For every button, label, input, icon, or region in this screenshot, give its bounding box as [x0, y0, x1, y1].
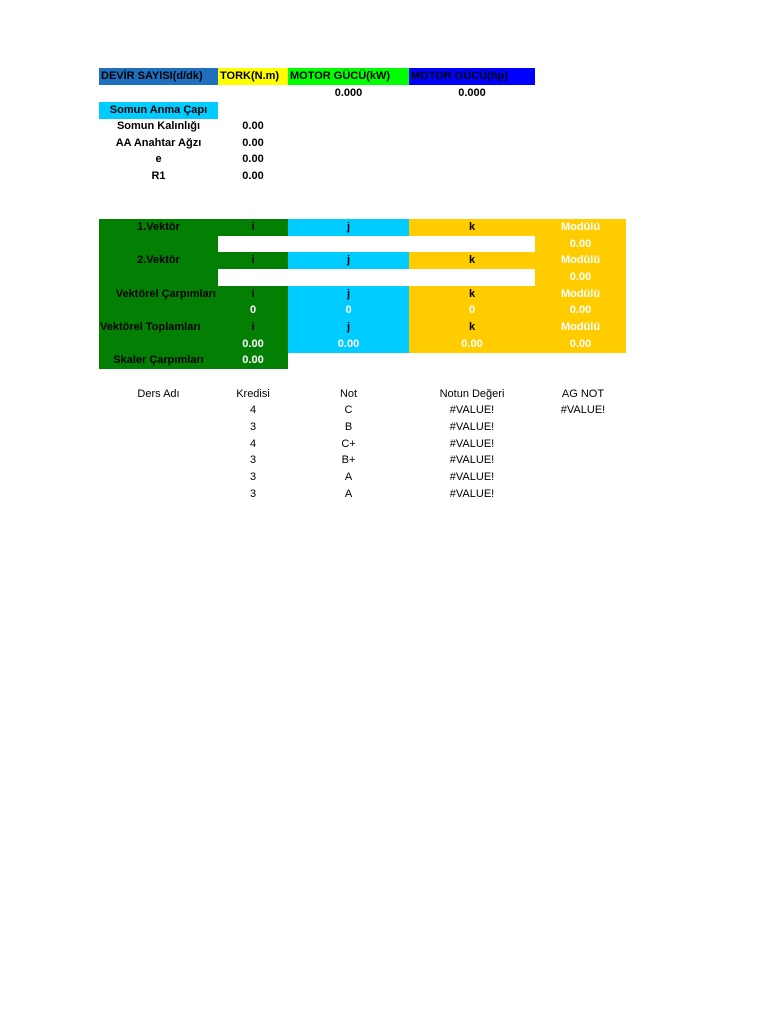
toplam-values-spacer: [99, 336, 218, 353]
grade-row-not[interactable]: A: [344, 471, 353, 483]
devir-sayisi-header[interactable]: DEVİR SAYISI(d/dk): [99, 68, 218, 85]
ag-not-header: AG NOT: [561, 388, 605, 400]
vektor2-i-header: i: [218, 252, 288, 269]
ders-adi-header: Ders Adı: [137, 388, 180, 400]
motor-gucu-kw-header[interactable]: MOTOR GÜCÜ(kW): [288, 68, 409, 85]
vektor2-i-input[interactable]: [218, 269, 288, 286]
vektor2-input-spacer: [99, 269, 218, 286]
grade-row-deger[interactable]: #VALUE!: [449, 488, 495, 500]
vektor2-modul-header: Modülü: [535, 252, 626, 269]
grade-row-deger[interactable]: #VALUE!: [449, 438, 495, 450]
toplam-j-value[interactable]: 0.00: [288, 336, 409, 353]
vektor1-modul-header: Modülü: [535, 219, 626, 236]
vektor1-j-header: j: [288, 219, 409, 236]
vektor2-k-header: k: [409, 252, 535, 269]
grade-row-deger[interactable]: #VALUE!: [449, 454, 495, 466]
grade-row-deger[interactable]: #VALUE!: [449, 421, 495, 433]
grade-row-deger[interactable]: #VALUE!: [449, 471, 495, 483]
somun-kalinligi-value[interactable]: 0.00: [242, 120, 264, 132]
anahtar-agzi-label: AA Anahtar Ağzı: [115, 137, 202, 149]
toplam-modul-header: Modülü: [535, 319, 626, 336]
grade-row-not[interactable]: B+: [341, 454, 356, 466]
carpim-k-header: k: [409, 286, 535, 303]
r1-label: R1: [151, 170, 166, 182]
toplam-i-value[interactable]: 0.00: [218, 336, 288, 353]
vektor1-input-spacer: [99, 236, 218, 253]
vektor1-i-input[interactable]: [218, 236, 288, 253]
toplam-j-header: j: [288, 319, 409, 336]
grade-row-kredi[interactable]: 4: [249, 438, 257, 450]
grade-row-kredi[interactable]: 3: [249, 454, 257, 466]
vektor2-k-input[interactable]: [409, 269, 535, 286]
carpim-j-value[interactable]: 0: [288, 302, 409, 319]
toplam-modul-value[interactable]: 0.00: [535, 336, 626, 353]
skaler-carpim-label: Skaler Çarpımları: [99, 352, 218, 369]
carpim-k-value[interactable]: 0: [409, 302, 535, 319]
grade-row-not[interactable]: C+: [341, 438, 356, 450]
grade-row-kredi[interactable]: 3: [249, 488, 257, 500]
e-label: e: [155, 153, 162, 165]
ag-not-value[interactable]: #VALUE!: [560, 404, 606, 416]
toplam-k-value[interactable]: 0.00: [409, 336, 535, 353]
tork-header[interactable]: TORK(N.m): [218, 68, 288, 85]
anahtar-agzi-value[interactable]: 0.00: [242, 137, 264, 149]
vektor2-j-input[interactable]: [288, 269, 409, 286]
vektor1-k-input[interactable]: [409, 236, 535, 253]
vektor2-modul-value[interactable]: 0.00: [535, 269, 626, 286]
somun-kalinligi-label: Somun Kalınlığı: [116, 120, 201, 132]
notun-degeri-header: Notun Değeri: [439, 388, 505, 400]
carpim-modul-value[interactable]: 0.00: [535, 302, 626, 319]
not-header: Not: [339, 388, 358, 400]
carpim-modul-header: Modülü: [535, 286, 626, 303]
carpim-i-header: i: [218, 286, 288, 303]
vektorel-toplam-label: Vektörel Toplamları: [99, 319, 218, 336]
carpim-j-header: j: [288, 286, 409, 303]
somun-anma-capi-header[interactable]: Somun Anma Çapı: [99, 102, 218, 119]
motor-gucu-kw-value[interactable]: 0.000: [334, 87, 363, 99]
vektor1-label: 1.Vektör: [99, 219, 218, 236]
grade-row-not[interactable]: C: [344, 404, 353, 416]
grade-row-kredi[interactable]: 3: [249, 421, 257, 433]
grade-row-deger[interactable]: #VALUE!: [449, 404, 495, 416]
e-value[interactable]: 0.00: [242, 153, 264, 165]
toplam-i-header: i: [218, 319, 288, 336]
carpim-values-spacer: [99, 302, 218, 319]
r1-value[interactable]: 0.00: [242, 170, 264, 182]
carpim-i-value[interactable]: 0: [218, 302, 288, 319]
vektor2-j-header: j: [288, 252, 409, 269]
vektor1-modul-value[interactable]: 0.00: [535, 236, 626, 253]
grade-row-not[interactable]: B: [344, 421, 353, 433]
toplam-k-header: k: [409, 319, 535, 336]
kredisi-header: Kredisi: [236, 388, 270, 400]
grade-row-kredi[interactable]: 3: [249, 471, 257, 483]
motor-gucu-hp-header[interactable]: MOTOR GÜCÜ(hp): [409, 68, 535, 85]
skaler-carpim-value[interactable]: 0.00: [218, 352, 288, 369]
vektor1-j-input[interactable]: [288, 236, 409, 253]
grade-row-kredi[interactable]: 4: [249, 404, 257, 416]
grade-row-not[interactable]: A: [344, 488, 353, 500]
vektor2-label: 2.Vektör: [99, 252, 218, 269]
vektor1-i-header: i: [218, 219, 288, 236]
motor-gucu-hp-value[interactable]: 0.000: [458, 87, 486, 99]
vektor1-k-header: k: [409, 219, 535, 236]
vektorel-carpim-label: Vektörel Çarpımları: [99, 286, 218, 303]
